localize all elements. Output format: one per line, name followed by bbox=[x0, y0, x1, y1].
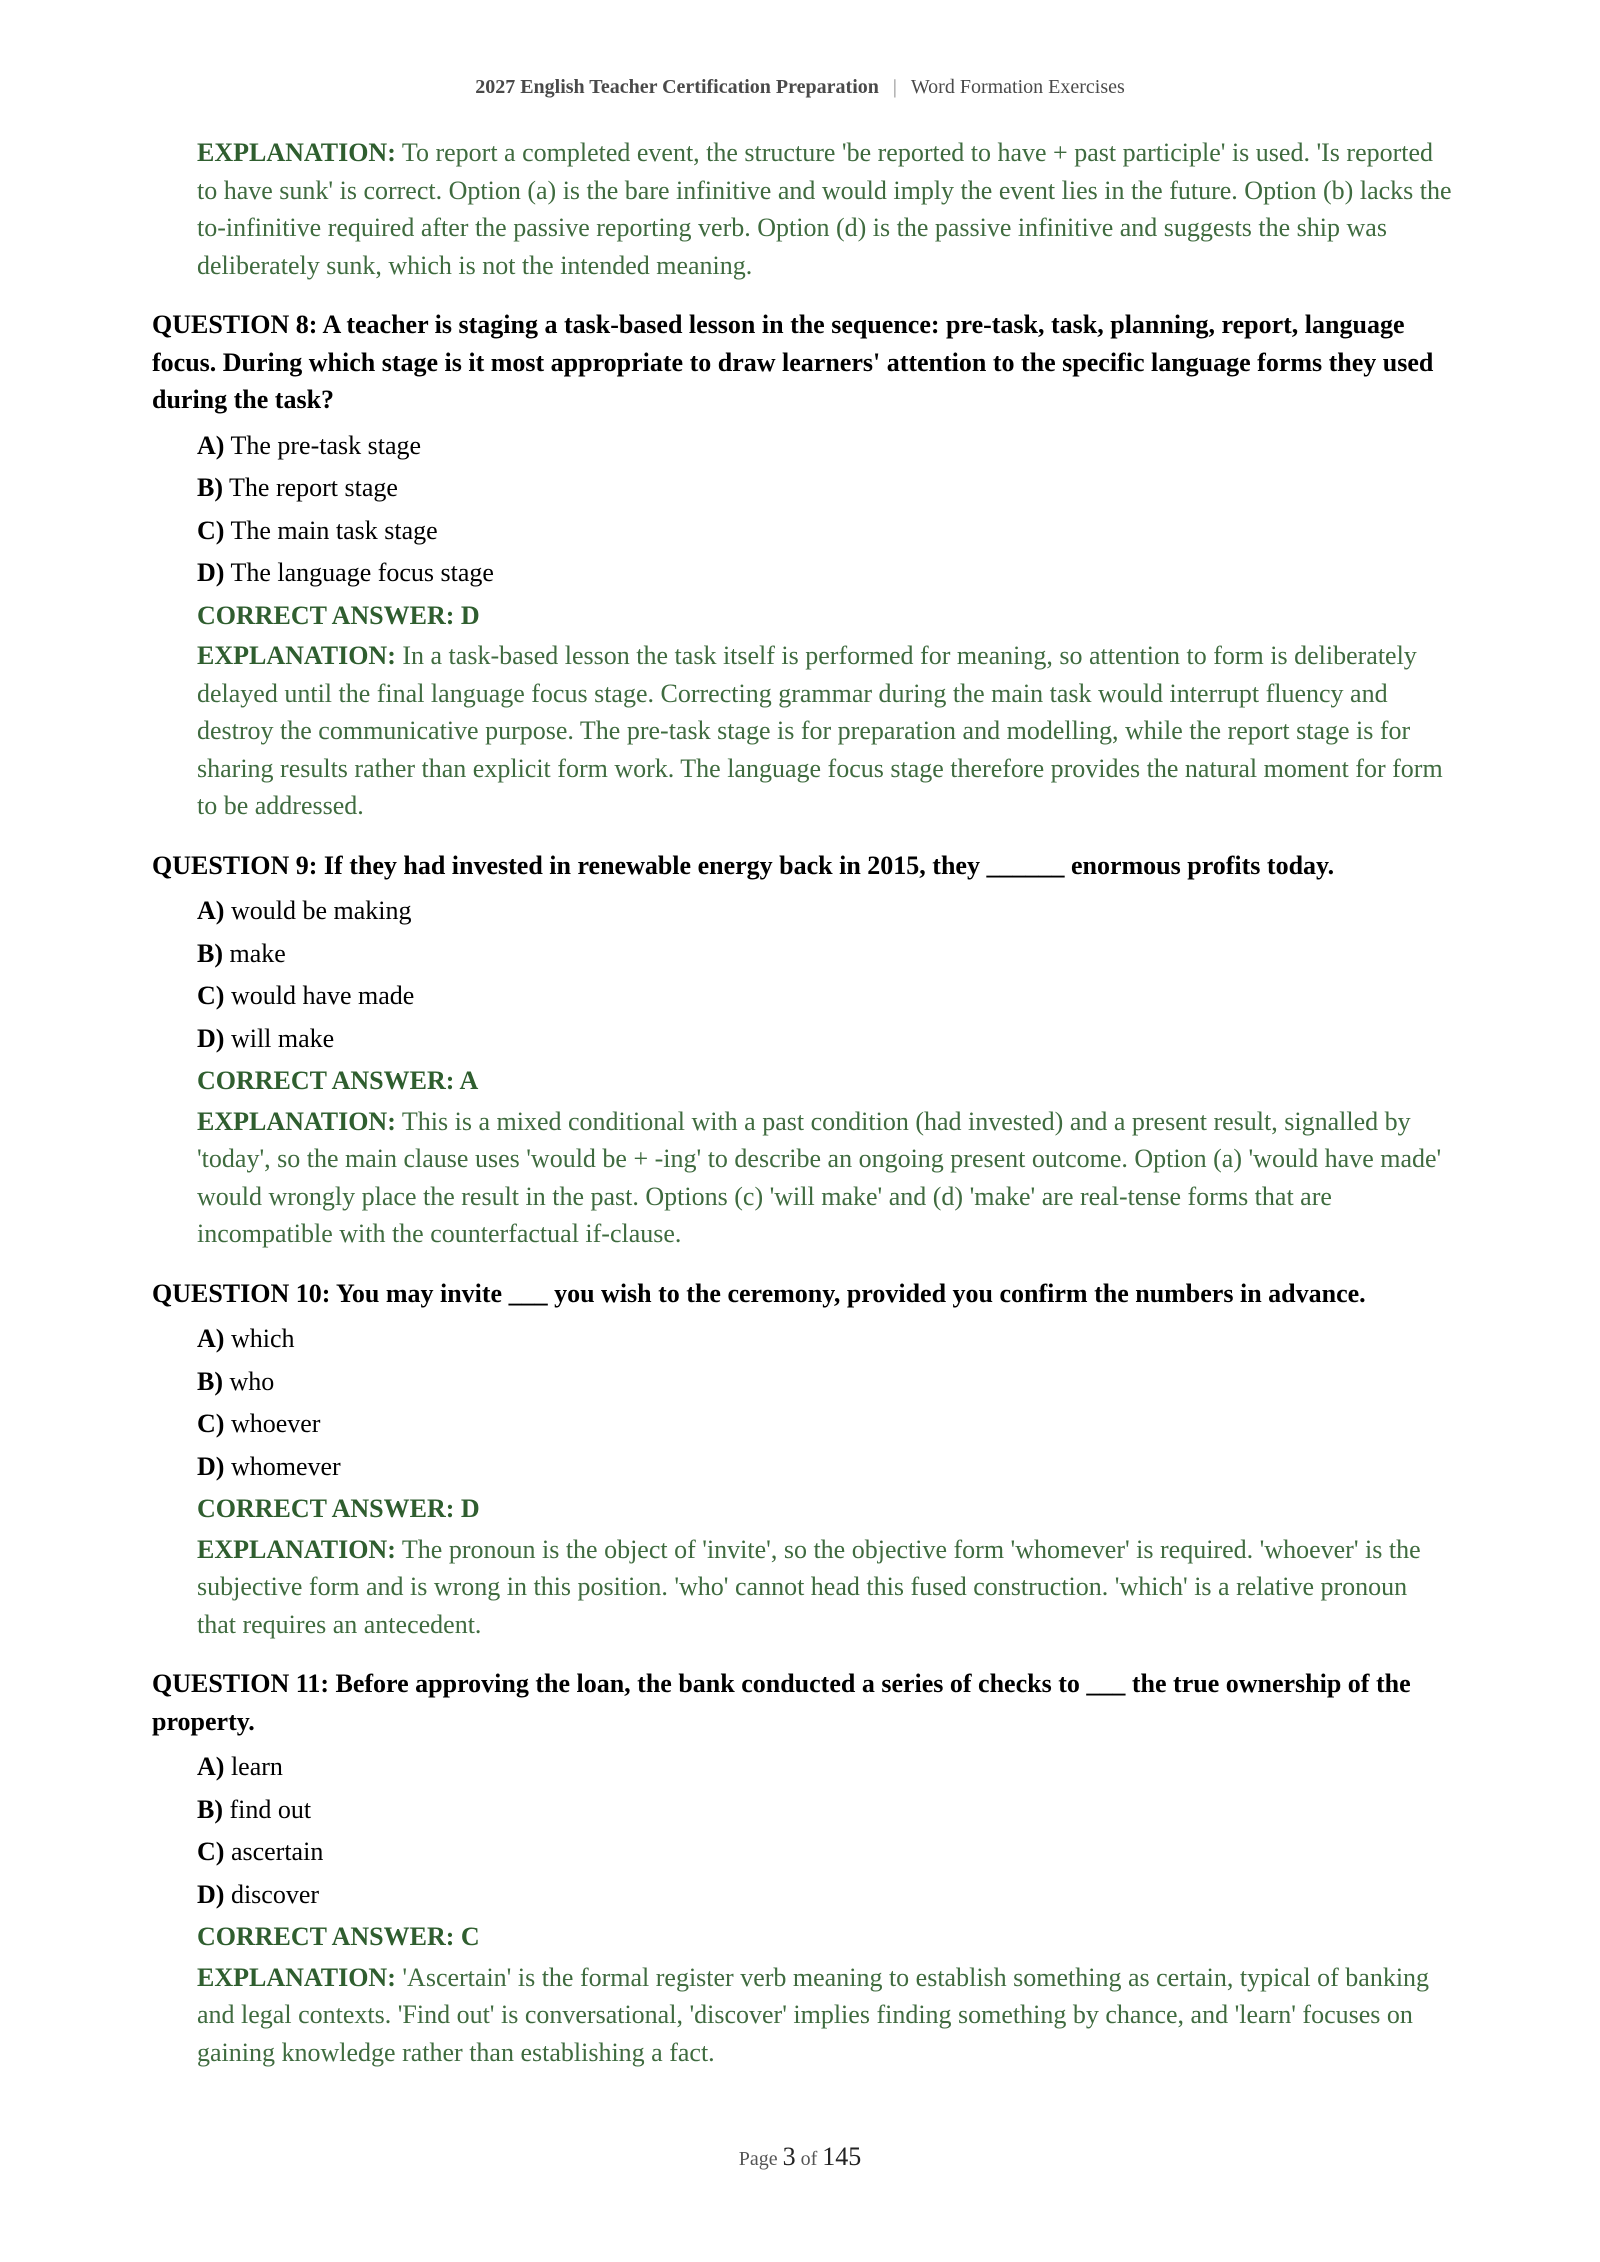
explanation bbox=[197, 1103, 1452, 1253]
option-letter: D) bbox=[197, 1879, 225, 1909]
option-text: The report stage bbox=[229, 473, 398, 502]
option-letter: B) bbox=[197, 1794, 223, 1824]
explanation bbox=[197, 637, 1452, 825]
option-b bbox=[197, 1789, 1452, 1832]
option-text: would be making bbox=[230, 896, 412, 925]
explanation-text: The pronoun is the object of 'invite', so the objective form 'whomever' is required. 'whoever' is the subjective form and is wrong in this position. 'who' cannot head this fused construction. 'which' is a relative pronoun that requires an antecedent. bbox=[197, 1534, 1421, 1639]
option-text: which bbox=[230, 1324, 295, 1353]
header-title: 2027 English Teacher Certification Preparation bbox=[475, 76, 879, 98]
page-header bbox=[0, 76, 1600, 99]
of-word: of bbox=[800, 2148, 818, 2170]
correct-answer bbox=[197, 1488, 1452, 1531]
option-text: whomever bbox=[230, 1451, 341, 1481]
answer-label: CORRECT ANSWER: bbox=[197, 600, 455, 630]
option-text: The pre-task stage bbox=[230, 430, 422, 460]
explanation bbox=[197, 1959, 1452, 2072]
question-label: QUESTION 8: bbox=[152, 310, 318, 339]
question-text: A teacher is staging a task-based lesson in the sequence: pre-task, task, planning, report, language focus. During which stage is it most appropriate to draw learners' attention to the specific language forms they used during the task? bbox=[152, 310, 1434, 414]
header-subtitle: Word Formation Exercises bbox=[910, 76, 1125, 98]
option-b bbox=[197, 467, 1452, 510]
page-word: Page bbox=[738, 2148, 778, 2170]
question-text: Before approving the loan, the bank conducted a series of checks to ___ the true ownership of the property. bbox=[152, 1669, 1411, 1736]
question-label: QUESTION 9: bbox=[152, 850, 318, 880]
explanation-label: EXPLANATION: bbox=[197, 138, 396, 167]
option-text: who bbox=[229, 1366, 275, 1396]
answer-value: D bbox=[460, 1494, 480, 1523]
option-text: find out bbox=[229, 1794, 312, 1824]
option-text: ascertain bbox=[230, 1837, 324, 1866]
option-d bbox=[197, 1874, 1452, 1917]
answer-label: CORRECT ANSWER: bbox=[197, 1066, 455, 1095]
total-pages: 145 bbox=[822, 2142, 862, 2171]
question-block-8 bbox=[152, 306, 1452, 825]
header-separator: | bbox=[892, 76, 897, 98]
option-d bbox=[197, 1018, 1452, 1061]
option-letter: B) bbox=[197, 938, 223, 968]
option-a bbox=[197, 425, 1452, 468]
question-stem bbox=[152, 1665, 1452, 1740]
page-content bbox=[152, 134, 1452, 2071]
explanation-text: 'Ascertain' is the formal register verb meaning to establish something as certain, typical of banking and legal contexts. 'Find out' is conversational, 'discover' implies finding something by chance, and 'learn' focuses on gaining knowledge rather than establishing a fact. bbox=[197, 1962, 1430, 2067]
question-text: If they had invested in renewable energy back in 2015, they ______ enormous profits today. bbox=[323, 850, 1335, 880]
explanation-text: To report a completed event, the structure 'be reported to have + past participle' is used. 'Is reported to have sunk' is correct. Option (a) is the bare infinitive and would imply the event lies in the future. Option (b) lacks the to-infinitive required after the passive reporting verb. Option (d) is the passive infinitive and suggests the ship was deliberately sunk, which is not the intended meaning. bbox=[197, 138, 1452, 280]
question-block-10 bbox=[152, 1275, 1452, 1644]
explanation-label: EXPLANATION: bbox=[197, 641, 396, 670]
option-d bbox=[197, 552, 1452, 595]
question-stem bbox=[152, 306, 1452, 419]
option-letter: A) bbox=[197, 430, 225, 460]
option-letter: A) bbox=[197, 896, 225, 925]
option-a bbox=[197, 1318, 1452, 1361]
explanation-label: EXPLANATION: bbox=[197, 1962, 396, 1992]
explanation bbox=[197, 1531, 1452, 1644]
option-letter: C) bbox=[197, 515, 225, 545]
option-c bbox=[197, 1403, 1452, 1446]
option-text: make bbox=[229, 938, 286, 968]
explanation-text: This is a mixed conditional with a past condition (had invested) and a present result, signalled by 'today', so the main clause uses 'would be + -ing' to describe an ongoing present outcome. Option (a) 'would have made' would wrongly place the result in the past. Options (c) 'will make' and (d) 'make' are real-tense forms that are incompatible with the counterfactual if-clause. bbox=[197, 1106, 1442, 1248]
explanation-q7 bbox=[197, 134, 1452, 284]
option-letter: A) bbox=[197, 1324, 225, 1353]
option-text: discover bbox=[230, 1879, 320, 1909]
option-b bbox=[197, 933, 1452, 976]
question-block-9 bbox=[152, 847, 1452, 1253]
option-text: The main task stage bbox=[230, 515, 438, 545]
question-stem bbox=[152, 847, 1452, 885]
answer-label: CORRECT ANSWER: bbox=[197, 1494, 455, 1523]
option-c bbox=[197, 975, 1452, 1018]
option-a bbox=[197, 1746, 1452, 1789]
option-text: whoever bbox=[230, 1409, 321, 1438]
correct-answer bbox=[197, 595, 1452, 638]
answer-value: C bbox=[460, 1922, 480, 1951]
option-letter: C) bbox=[197, 1837, 225, 1866]
option-letter: D) bbox=[197, 1451, 225, 1481]
correct-answer bbox=[197, 1060, 1452, 1103]
option-list bbox=[197, 890, 1452, 1060]
option-text: The language focus stage bbox=[230, 558, 494, 587]
question-label: QUESTION 11: bbox=[152, 1669, 329, 1698]
option-c bbox=[197, 510, 1452, 553]
option-letter: B) bbox=[197, 1366, 223, 1396]
option-letter: A) bbox=[197, 1752, 225, 1781]
option-text: will make bbox=[230, 1023, 335, 1053]
option-letter: C) bbox=[197, 1409, 225, 1438]
option-list bbox=[197, 425, 1452, 595]
option-a bbox=[197, 890, 1452, 933]
page-footer bbox=[0, 2142, 1600, 2172]
explanation-label: EXPLANATION: bbox=[197, 1534, 396, 1564]
correct-answer bbox=[197, 1916, 1452, 1959]
option-b bbox=[197, 1361, 1452, 1404]
option-list bbox=[197, 1746, 1452, 1916]
option-text: would have made bbox=[230, 981, 415, 1010]
question-block-11 bbox=[152, 1665, 1452, 2071]
option-letter: D) bbox=[197, 558, 225, 587]
option-list bbox=[197, 1318, 1452, 1488]
explanation-label: EXPLANATION: bbox=[197, 1106, 396, 1136]
answer-value: A bbox=[459, 1066, 479, 1095]
question-label: QUESTION 10: bbox=[152, 1278, 331, 1308]
option-c bbox=[197, 1831, 1452, 1874]
answer-label: CORRECT ANSWER: bbox=[197, 1922, 455, 1951]
option-letter: D) bbox=[197, 1023, 225, 1053]
question-text: You may invite ___ you wish to the ceremony, provided you confirm the numbers in advance. bbox=[335, 1278, 1366, 1308]
explanation-text: In a task-based lesson the task itself is performed for meaning, so attention to form is deliberately delayed until the final language focus stage. Correcting grammar during the main task would interrupt fluency and destroy the communicative purpose. The pre-task stage is for preparation and modelling, while the report stage is for sharing results rather than explicit form work. The language focus stage therefore provides the natural moment for form to be addressed. bbox=[197, 641, 1443, 820]
option-letter: B) bbox=[197, 473, 223, 502]
option-d bbox=[197, 1446, 1452, 1489]
answer-value: D bbox=[460, 600, 480, 630]
option-text: learn bbox=[230, 1752, 283, 1781]
option-letter: C) bbox=[197, 981, 225, 1010]
page-number: 3 bbox=[782, 2142, 796, 2171]
question-stem bbox=[152, 1275, 1452, 1313]
